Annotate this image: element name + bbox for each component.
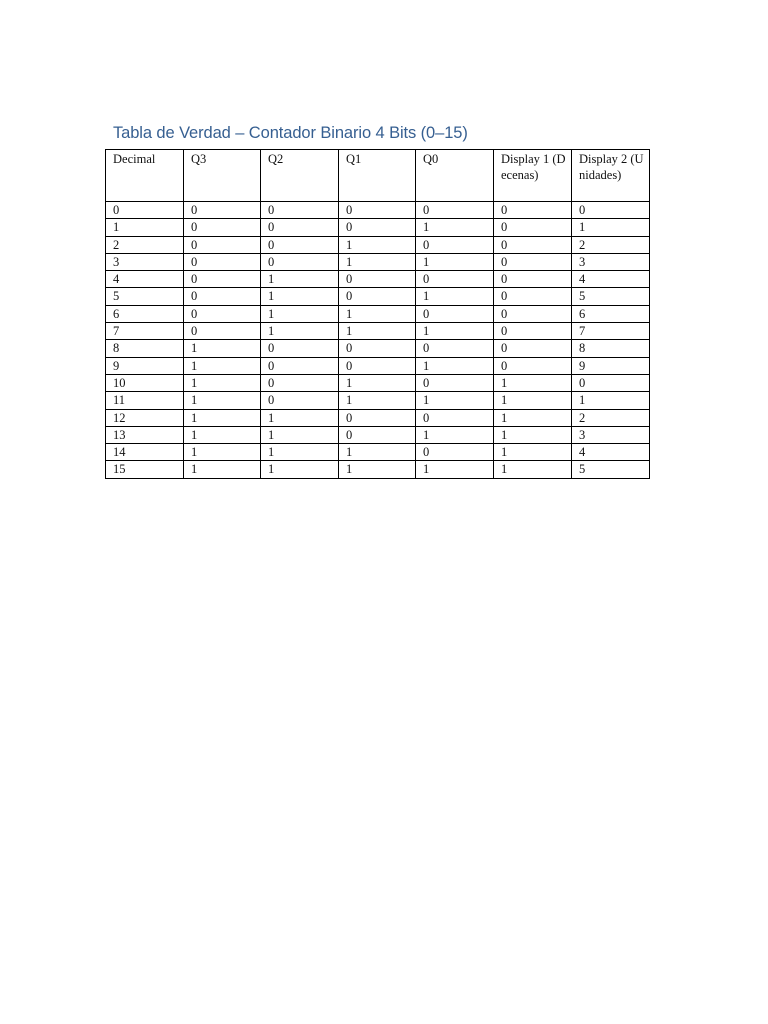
- header-cell-display-1: Display 1 (Decenas): [494, 150, 572, 202]
- table-cell-display-1: 1: [494, 461, 572, 478]
- table-cell-q1: 1: [339, 236, 416, 253]
- table-cell-decimal: 13: [106, 426, 184, 443]
- header-cell-decimal: Decimal: [106, 150, 184, 202]
- table-cell-display-1: 1: [494, 392, 572, 409]
- table-cell-q0: 1: [416, 357, 494, 374]
- header-cell-q2: Q2: [261, 150, 339, 202]
- table-cell-q2: 1: [261, 444, 339, 461]
- table-cell-display-1: 0: [494, 323, 572, 340]
- table-cell-q1: 0: [339, 426, 416, 443]
- header-row: [106, 150, 650, 202]
- table-cell-q3: 1: [184, 340, 261, 357]
- table-cell-q1: 1: [339, 305, 416, 322]
- table-cell-display-1: 0: [494, 340, 572, 357]
- table-cell-display-2: 5: [572, 461, 650, 478]
- table-cell-q3: 1: [184, 392, 261, 409]
- table-cell-q2: 1: [261, 305, 339, 322]
- page-title: Tabla de Verdad – Contador Binario 4 Bits (0–15): [113, 124, 468, 142]
- table-cell-q1: 0: [339, 409, 416, 426]
- table-cell-q3: 0: [184, 202, 261, 219]
- table-row: [106, 357, 650, 374]
- table-cell-q3: 0: [184, 323, 261, 340]
- header-cell-q0: Q0: [416, 150, 494, 202]
- table-cell-display-2: 6: [572, 305, 650, 322]
- table-cell-q1: 0: [339, 340, 416, 357]
- table-cell-display-2: 5: [572, 288, 650, 305]
- table-cell-q3: 0: [184, 305, 261, 322]
- table-cell-q0: 0: [416, 374, 494, 391]
- table-cell-q0: 1: [416, 323, 494, 340]
- table-cell-decimal: 5: [106, 288, 184, 305]
- table-cell-display-1: 1: [494, 426, 572, 443]
- table-cell-q2: 0: [261, 219, 339, 236]
- header-cell-q1: Q1: [339, 150, 416, 202]
- table-cell-q2: 1: [261, 426, 339, 443]
- table-cell-q1: 0: [339, 202, 416, 219]
- table-row: [106, 374, 650, 391]
- table-cell-q1: 1: [339, 444, 416, 461]
- table-cell-q3: 1: [184, 409, 261, 426]
- table-cell-q2: 0: [261, 340, 339, 357]
- table-cell-q2: 0: [261, 392, 339, 409]
- table-cell-q0: 1: [416, 288, 494, 305]
- table-row: [106, 253, 650, 270]
- table-cell-display-1: 0: [494, 271, 572, 288]
- table-cell-q3: 1: [184, 461, 261, 478]
- table-cell-display-2: 8: [572, 340, 650, 357]
- table-cell-display-1: 0: [494, 236, 572, 253]
- table-cell-q1: 1: [339, 253, 416, 270]
- table-row: [106, 219, 650, 236]
- table-row: [106, 409, 650, 426]
- table-cell-decimal: 8: [106, 340, 184, 357]
- table-cell-q2: 0: [261, 236, 339, 253]
- table-cell-decimal: 12: [106, 409, 184, 426]
- table-cell-decimal: 7: [106, 323, 184, 340]
- header-cell-q3: Q3: [184, 150, 261, 202]
- table-cell-display-2: 1: [572, 219, 650, 236]
- table-body: [106, 202, 650, 479]
- table-cell-decimal: 10: [106, 374, 184, 391]
- table-cell-q0: 0: [416, 340, 494, 357]
- table-cell-decimal: 6: [106, 305, 184, 322]
- table-header: [106, 150, 650, 202]
- table-cell-decimal: 2: [106, 236, 184, 253]
- table-cell-display-2: 4: [572, 444, 650, 461]
- table-row: [106, 444, 650, 461]
- table-cell-q3: 0: [184, 253, 261, 270]
- table-cell-q0: 0: [416, 305, 494, 322]
- table-cell-q1: 0: [339, 271, 416, 288]
- table-cell-q2: 0: [261, 357, 339, 374]
- table-cell-display-1: 0: [494, 253, 572, 270]
- table-cell-q2: 0: [261, 374, 339, 391]
- table-cell-q1: 1: [339, 323, 416, 340]
- table-row: [106, 236, 650, 253]
- table-cell-q1: 1: [339, 392, 416, 409]
- table-row: [106, 340, 650, 357]
- table-row: [106, 305, 650, 322]
- table-cell-display-2: 7: [572, 323, 650, 340]
- table-row: [106, 392, 650, 409]
- table-cell-q3: 1: [184, 426, 261, 443]
- table-cell-display-2: 0: [572, 202, 650, 219]
- table-cell-q3: 0: [184, 271, 261, 288]
- table-cell-q2: 1: [261, 323, 339, 340]
- table-cell-q2: 1: [261, 409, 339, 426]
- table-cell-decimal: 14: [106, 444, 184, 461]
- table-cell-display-2: 4: [572, 271, 650, 288]
- table-row: [106, 288, 650, 305]
- table-cell-display-2: 9: [572, 357, 650, 374]
- table-cell-decimal: 9: [106, 357, 184, 374]
- table-cell-display-1: 0: [494, 219, 572, 236]
- table-cell-display-2: 2: [572, 236, 650, 253]
- table-cell-display-1: 1: [494, 409, 572, 426]
- table-row: [106, 323, 650, 340]
- table-cell-q3: 1: [184, 444, 261, 461]
- table-cell-q1: 0: [339, 357, 416, 374]
- table-cell-q0: 1: [416, 392, 494, 409]
- table-cell-q1: 0: [339, 219, 416, 236]
- table-cell-q3: 0: [184, 236, 261, 253]
- table-row: [106, 461, 650, 478]
- table-cell-q3: 0: [184, 219, 261, 236]
- table-cell-display-1: 0: [494, 305, 572, 322]
- table-cell-display-2: 0: [572, 374, 650, 391]
- table-cell-decimal: 15: [106, 461, 184, 478]
- table-cell-display-1: 0: [494, 288, 572, 305]
- table-cell-display-2: 1: [572, 392, 650, 409]
- table-cell-q2: 0: [261, 202, 339, 219]
- table-cell-display-1: 0: [494, 202, 572, 219]
- table-cell-q2: 1: [261, 461, 339, 478]
- table-row: [106, 271, 650, 288]
- table-cell-decimal: 11: [106, 392, 184, 409]
- table-cell-decimal: 3: [106, 253, 184, 270]
- table-cell-display-2: 2: [572, 409, 650, 426]
- table-cell-q3: 1: [184, 374, 261, 391]
- table-cell-q0: 1: [416, 461, 494, 478]
- table-row: [106, 202, 650, 219]
- table-cell-q0: 0: [416, 202, 494, 219]
- table-cell-q2: 0: [261, 253, 339, 270]
- table-cell-q0: 1: [416, 426, 494, 443]
- table-cell-decimal: 0: [106, 202, 184, 219]
- table-cell-q3: 1: [184, 357, 261, 374]
- table-cell-decimal: 4: [106, 271, 184, 288]
- table-cell-display-1: 1: [494, 444, 572, 461]
- table-cell-display-1: 1: [494, 374, 572, 391]
- table-cell-decimal: 1: [106, 219, 184, 236]
- header-cell-display-2: Display 2 (Unidades): [572, 150, 650, 202]
- table-row: [106, 426, 650, 443]
- table-cell-q2: 1: [261, 288, 339, 305]
- table-cell-q2: 1: [261, 271, 339, 288]
- table-cell-q0: 0: [416, 444, 494, 461]
- table-cell-display-1: 0: [494, 357, 572, 374]
- table-cell-q1: 1: [339, 461, 416, 478]
- table-cell-q3: 0: [184, 288, 261, 305]
- table-cell-q0: 0: [416, 236, 494, 253]
- table-cell-q1: 1: [339, 374, 416, 391]
- table-cell-q0: 0: [416, 409, 494, 426]
- truth-table: [105, 149, 650, 479]
- table-cell-q0: 1: [416, 219, 494, 236]
- table-cell-q1: 0: [339, 288, 416, 305]
- table-cell-display-2: 3: [572, 426, 650, 443]
- table-cell-display-2: 3: [572, 253, 650, 270]
- table-cell-q0: 0: [416, 271, 494, 288]
- table-cell-q0: 1: [416, 253, 494, 270]
